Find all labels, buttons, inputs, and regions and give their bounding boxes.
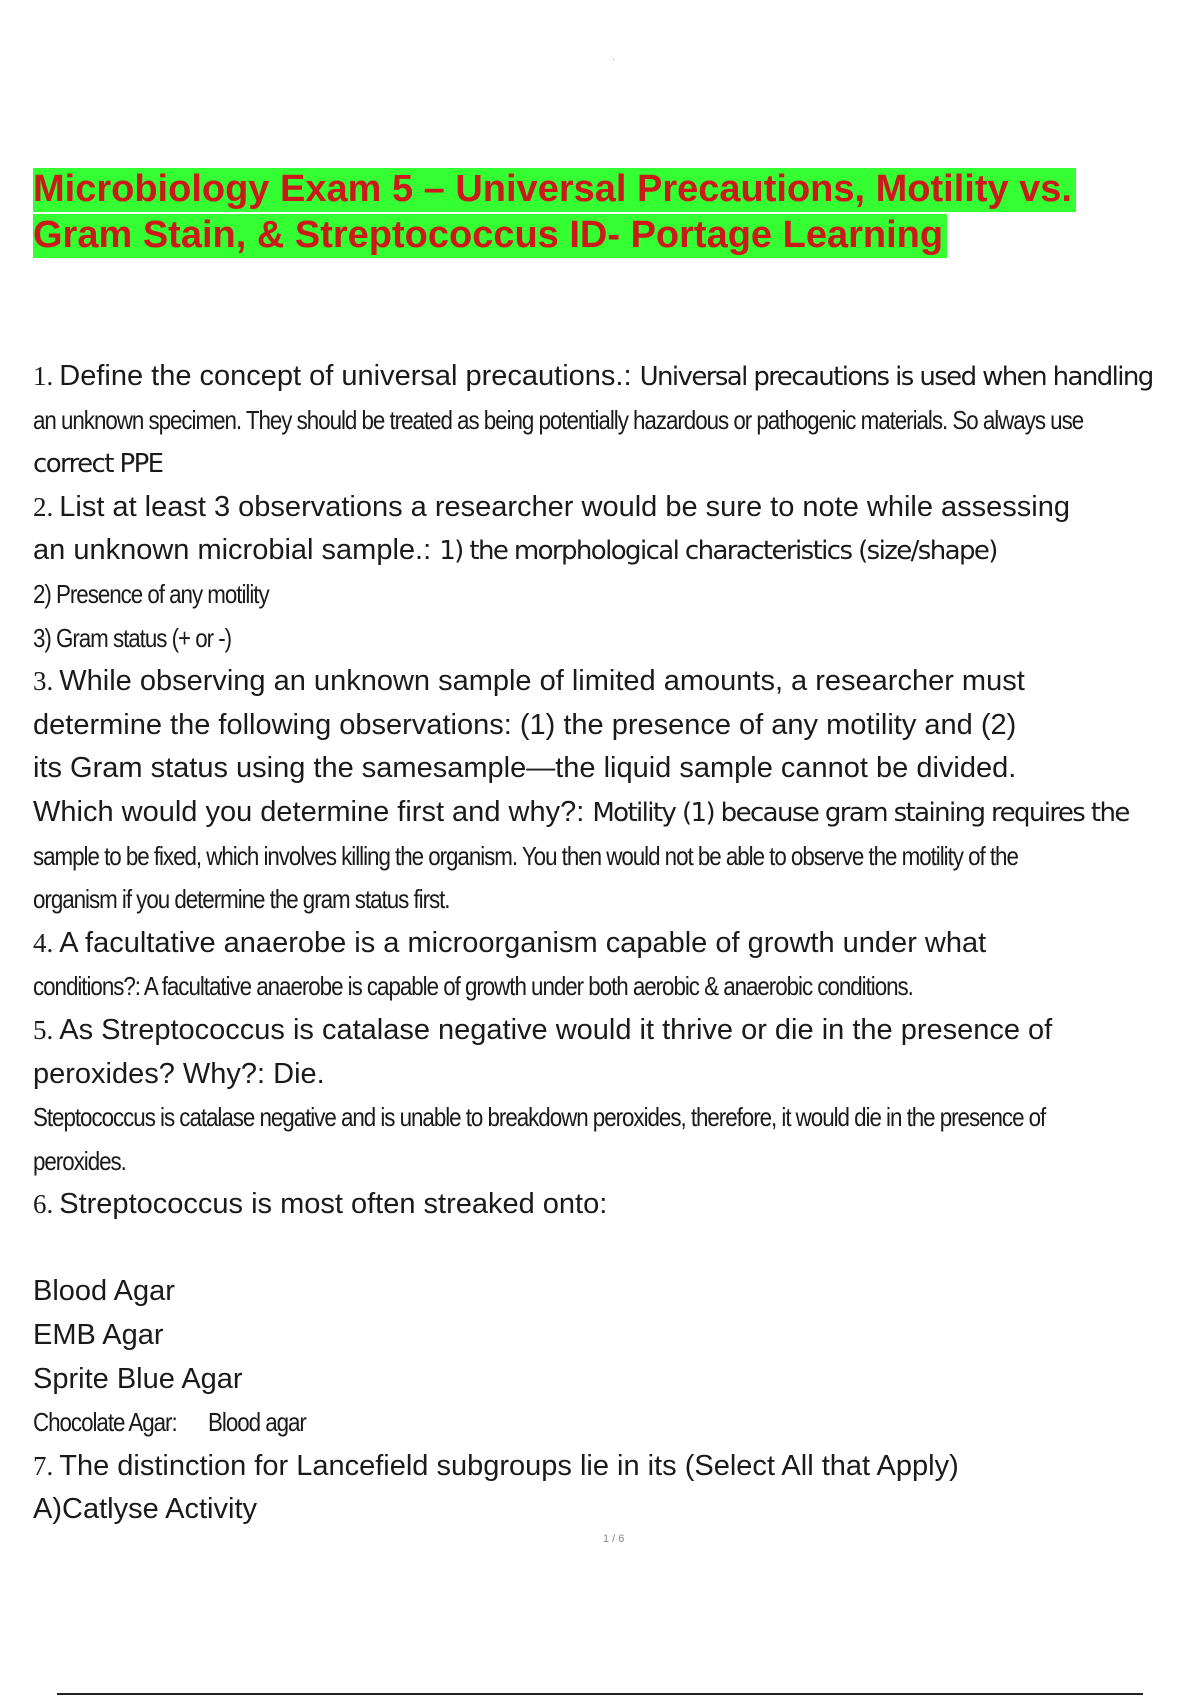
q3-line-4: Which would you determine first and why?: Motility (1) because gram staining requires the [33, 795, 1129, 828]
q1-question: Define the concept of universal precautions.: [59, 360, 632, 392]
q2-line-3: 2) Presence of any motility [33, 578, 269, 609]
q5-answer: Steptococcus is catalase negative and is unable to breakdown peroxides, therefore, it would die in the presence of [33, 1102, 1046, 1133]
q2-line-1: 2. List at least 3 observations a researcher would be sure to note while assessing [33, 490, 1070, 523]
q3-line-6: organism if you determine the gram status first. [33, 884, 450, 915]
title-line-2: Gram Stain, & Streptococcus ID- Portage Learning [33, 212, 1076, 258]
q3-question: While observing an unknown sample of limited amounts, a researcher must [59, 665, 1025, 698]
q5-line-1: 5. As Streptococcus is catalase negative would it thrive or die in the presence of [33, 1013, 1053, 1046]
q1-line-2: an unknown specimen. They should be treated as being potentially hazardous or pathogenic materials. So always use [33, 404, 1084, 435]
q2-line-2: an unknown microbial sample.: 1) the morphological characteristics (size/shape) [33, 534, 997, 567]
q4-line-1: 4. A facultative anaerobe is a microorganism capable of growth under what [33, 926, 987, 959]
bottom-divider [57, 1693, 1143, 1695]
q4-line-2 [33, 965, 1188, 1009]
q5-question: As Streptococcus is catalase negative would it thrive or die in the presence of [59, 1013, 1053, 1046]
q3-line-1: 3. While observing an unknown sample of limited amounts, a researcher must [33, 665, 1025, 698]
q4-answer: conditions?: A facultative anaerobe is capable of growth under both aerobic & anaerobic conditions. [33, 971, 913, 1002]
q5-line-3 [33, 1096, 1188, 1140]
spacer [33, 1227, 1188, 1271]
q6-line-1: 6. Streptococcus is most often streaked onto: [33, 1188, 608, 1221]
question-list [33, 355, 1188, 1532]
title-line-1: Microbiology Exam 5 – Universal Precautions, Motility vs. [33, 166, 1076, 212]
q6-option: Blood Agar [33, 1275, 175, 1308]
q6-answer: Blood agar [208, 1407, 306, 1438]
document-title [33, 166, 1076, 258]
q2-line-4: 3) Gram status (+ or -) [33, 622, 232, 653]
q2-answer: 1) the morphological characteristics (size/shape) [439, 536, 997, 567]
q6-question: Streptococcus is most often streaked onto: [59, 1188, 608, 1221]
header-mark: . [612, 52, 615, 63]
q6-option: EMB Agar [33, 1319, 164, 1352]
q7-question: The distinction for Lancefield subgroups lie in its (Select All that Apply) [59, 1449, 959, 1482]
q3-answer: Motility (1) because gram staining requires the [592, 797, 1129, 828]
q1-answer: Universal precautions is used when handling [639, 362, 1153, 392]
q7-line-1: 7. The distinction for Lancefield subgroups lie in its (Select All that Apply) [33, 1449, 959, 1482]
q3-line-2: determine the following observations: (1) the presence of any motility and (2) [33, 708, 1017, 741]
q5-line-2: peroxides? Why?: Die. [33, 1057, 325, 1090]
q4-question: A facultative anaerobe is a microorganism capable of growth under what [59, 926, 987, 959]
q1-line-3: correct PPE [33, 449, 163, 480]
page-number: 1 / 6 [603, 1533, 625, 1545]
q5-line-4: peroxides. [33, 1145, 126, 1176]
q1-line-1: 1. Define the concept of universal precautions.: Universal precautions is used when handling [33, 360, 1153, 392]
q2-question: List at least 3 observations a researcher would be sure to note while assessing [59, 490, 1070, 523]
q7-option-a: A)Catlyse Activity [33, 1493, 257, 1526]
q3-line-5: sample to be fixed, which involves killing the organism. You then would not be able to observe the motility of the [33, 840, 1018, 871]
q3-line-3: its Gram status using the samesample—the liquid sample cannot be divided. [33, 752, 1017, 785]
q6-option-last: Chocolate Agar: Blood agar [33, 1401, 1188, 1445]
q6-option: Sprite Blue Agar [33, 1362, 243, 1395]
